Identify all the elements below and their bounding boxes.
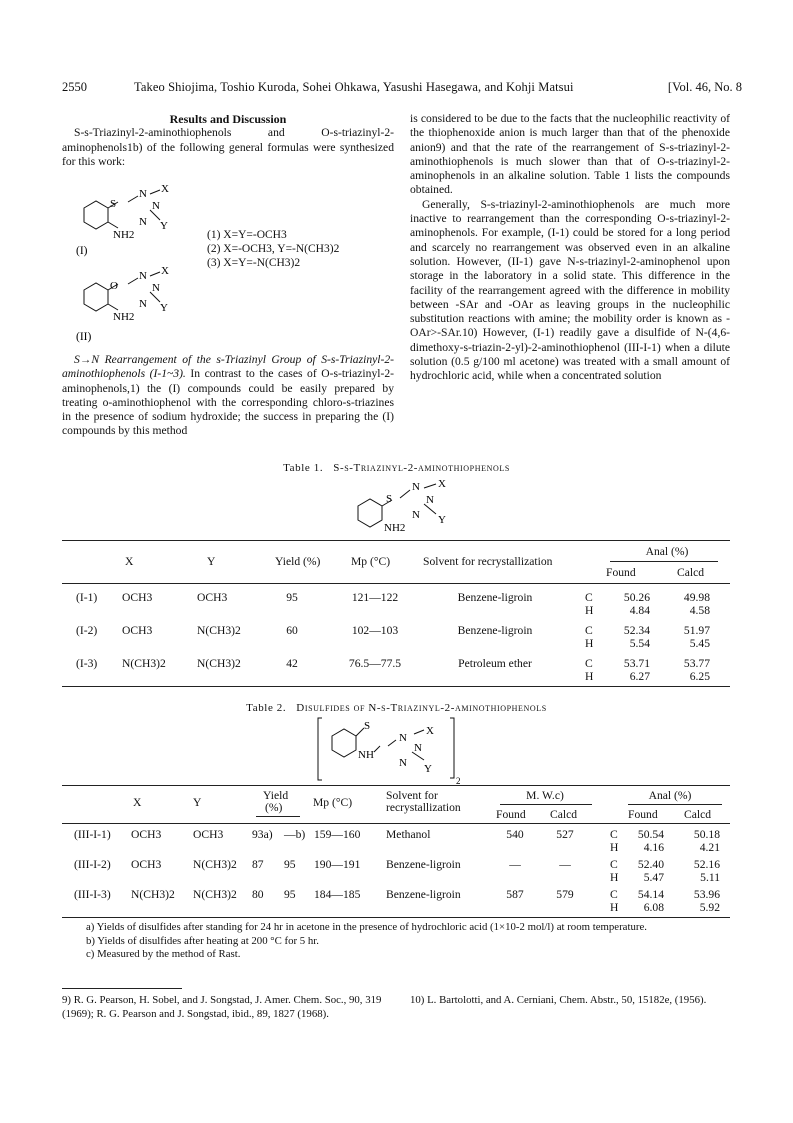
table2-header-yield-unit: (%): [265, 801, 283, 814]
table2-header-mp: Mp (°C): [313, 796, 353, 809]
table2-row-mw-found: 540: [506, 828, 524, 841]
table1-number: Table 1.: [283, 462, 324, 474]
table2-yield-brace: [256, 816, 300, 817]
table2-row-element: C: [610, 858, 618, 871]
table2-row-found: 50.54: [637, 828, 664, 841]
table1-row-yield: 60: [286, 624, 298, 637]
table2-row-mw-found: —: [509, 858, 521, 871]
chem-N: N: [152, 200, 160, 212]
table1-structure: [350, 476, 470, 538]
table2-row-x: N(CH3)2: [131, 888, 175, 901]
table2-row-y: N(CH3)2: [193, 888, 237, 901]
table2-header-yield: Yield: [263, 789, 289, 802]
table2-bottom-rule: [62, 917, 730, 918]
table2-header-mw-calcd: Calcd: [550, 808, 578, 821]
table1-row-id: (I-3): [76, 657, 98, 670]
table1-row-x: N(CH3)2: [122, 657, 166, 670]
chem-subscript: 2: [456, 776, 461, 786]
section-heading: Results and Discussion: [169, 112, 287, 126]
chem-NH2: NH2: [113, 229, 135, 241]
table2-header-anal: Anal (%): [648, 789, 692, 802]
table2-row-mw-calcd: 527: [556, 828, 574, 841]
table1-header-x: X: [125, 555, 134, 568]
chem-N: N: [139, 188, 147, 200]
chem-S: S: [110, 198, 117, 210]
table2-row-element: H: [610, 901, 619, 914]
formula-II-label: (II): [76, 331, 92, 343]
table2-row-y: OCH3: [193, 828, 224, 841]
substituent-option: (2) X=-OCH3, Y=-N(CH3)2: [207, 243, 340, 255]
table1-row-y: N(CH3)2: [197, 624, 241, 637]
table1-row-calcd: 5.45: [689, 637, 710, 650]
chem-S: S: [386, 493, 393, 505]
substituent-option: (3) X=Y=-N(CH3)2: [207, 257, 301, 269]
chem-X: X: [161, 183, 169, 195]
table1-row-found: 50.26: [623, 591, 650, 604]
chem-Y: Y: [424, 763, 432, 775]
table1-header-yield: Yield (%): [275, 555, 321, 568]
table1-row-x: OCH3: [122, 624, 153, 637]
table2-row-found: 4.16: [643, 841, 664, 854]
substituent-option: (1) X=Y=-OCH3: [207, 229, 287, 241]
chem-N: N: [412, 509, 420, 521]
chem-N: N: [152, 282, 160, 294]
left-column-bottom: [62, 353, 394, 439]
table1-top-rule: [62, 540, 730, 541]
table2-row-mw-found: 587: [506, 888, 524, 901]
table2-row-calcd: 4.21: [699, 841, 720, 854]
table2-header-solvent-2: recrystallization: [386, 801, 461, 814]
table2-header-mw: M. W.c): [526, 789, 564, 802]
table2-row-found: 52.40: [637, 858, 664, 871]
table1-row-y: N(CH3)2: [197, 657, 241, 670]
left-column-top: [62, 112, 394, 169]
table1-row-solvent: Benzene-ligroin: [457, 591, 533, 604]
footnote-rule: [62, 988, 182, 989]
table1-row-element: H: [585, 670, 594, 683]
formula-II-structure: [66, 262, 196, 347]
chem-N: N: [426, 494, 434, 506]
table1-anal-brace: [610, 561, 718, 562]
table1-row-calcd: 4.58: [689, 604, 710, 617]
chem-N: N: [399, 732, 407, 744]
table2-note-b: b) Yields of disulfides after heating at 200 °C for 5 hr.: [86, 934, 320, 947]
table1-header-y: Y: [207, 555, 216, 568]
table2-header-solvent: Solvent for: [386, 789, 438, 802]
table2-title: Disulfides of N-s-Triazinyl-2-aminothiophenols: [296, 702, 547, 714]
table1-row-yield: 42: [286, 657, 298, 670]
table2-row-solvent: Benzene-ligroin: [386, 888, 461, 901]
right-paragraph-2: Generally, S-s-triazinyl-2-aminothiophenols are much more inactive to rearrangement than the corresponding O-s-triazinyl-2-aminophenols. For example, (I-1) could be stored for a long period and scarcely no rearrangement was observed even in an alkaline solution. However, (II-1) gave N-s-triazinyl-2-aminophenol upon storage in the laboratory in a solid state. This difference in the facility of the rearrangement agreed with the difference in mobility between -SAr and -OAr as leaving groups in the nucleophilic substitution reactions with amine; the mobility order is known as -OAr>-SAr.10) However, (I-1) readily gave a disulfide of N-(4,6-dimethoxy-s-triazin-2-yl)-2-aminothiophenol (III-I-1) when a dilute solution (0.5 g/100 ml acetone) was treated with a small amount of hydrochloric acid, while when a concentrated solution: [410, 197, 730, 383]
table2-row-id: (III-I-1): [74, 828, 111, 841]
table1-row-id: (I-1): [76, 591, 98, 604]
table2-row-calcd: 5.92: [699, 901, 720, 914]
table2-number: Table 2.: [246, 702, 287, 714]
table1-row-mp: 102—103: [351, 624, 399, 637]
table2-header-rule: [62, 823, 730, 824]
table1-row-mp: 76.5—77.5: [348, 657, 402, 670]
table2-row-calcd: 52.16: [693, 858, 720, 871]
chem-N: N: [412, 481, 420, 493]
chem-X: X: [161, 265, 169, 277]
table2-header-found: Found: [628, 808, 658, 821]
table1-header-solvent: Solvent for recrystallization: [423, 555, 553, 568]
table2-row-yield-a: 87: [252, 858, 264, 871]
table2-row-id: (III-I-2): [74, 858, 111, 871]
table2-header-x: X: [133, 796, 142, 809]
chem-N: N: [139, 298, 147, 310]
rearrangement-paragraph: In contrast to the cases of O-s-triazinyl-2-aminophenols,1) the (I) compounds could be easily prepared by treating o-aminothiophenol with the corresponding chloro-s-triazines in the presence of sodium hydroxide; the success in preparing the (I) compounds by this method: [62, 367, 394, 438]
chem-Y: Y: [438, 514, 446, 526]
table1-row-found: 53.71: [623, 657, 650, 670]
table2-header-y: Y: [193, 796, 202, 809]
table2-row-calcd: 50.18: [693, 828, 720, 841]
chem-Y: Y: [160, 302, 168, 314]
table2-row-calcd: 53.96: [693, 888, 720, 901]
table2-row-mp: 159—160: [314, 828, 361, 841]
chem-S: S: [364, 720, 371, 732]
table2-row-element: H: [610, 841, 619, 854]
table1-row-id: (I-2): [76, 624, 98, 637]
table2-header-calcd: Calcd: [684, 808, 712, 821]
table1-row-calcd: 6.25: [689, 670, 710, 683]
table2-notes: [86, 921, 726, 962]
table1-bottom-rule: [62, 686, 730, 687]
table2-caption: [0, 702, 793, 714]
table1-header-anal: Anal (%): [645, 545, 689, 558]
table1-row-element: C: [585, 591, 593, 604]
table2-anal-brace: [628, 804, 722, 805]
table1-row-found: 5.54: [629, 637, 650, 650]
formula-I-label: (I): [76, 245, 88, 257]
chem-N: N: [399, 757, 407, 769]
table1-header-found: Found: [606, 566, 636, 579]
footnote-9: 9) R. G. Pearson, H. Sobel, and J. Songstad, J. Amer. Chem. Soc., 90, 319 (1969); R. G. Pearson and J. Songstad, ibid., 89, 1827 (1968).: [62, 994, 382, 1020]
table2-row-x: OCH3: [131, 858, 162, 871]
chem-O: O: [110, 280, 118, 292]
right-column: [410, 112, 730, 384]
author-line: Takeo Shiojima, Toshio Kuroda, Sohei Ohkawa, Yasushi Hasegawa, and Kohji Matsui: [134, 80, 574, 94]
table2-row-found: 6.08: [643, 901, 664, 914]
table2-mw-brace: [500, 804, 592, 805]
chem-N: N: [139, 216, 147, 228]
table2-header-mw-found: Found: [496, 808, 526, 821]
table1-header-rule: [62, 583, 730, 584]
table2-row-mp: 190—191: [314, 858, 361, 871]
subsection-title: S→N Rearrangement of the s-Triazinyl Group of S-s-Triazinyl-2-aminothiophenols (I-1~3).: [62, 353, 394, 381]
table2-note-a: a) Yields of disulfides after standing for 24 hr in acetone in the presence of hydrochloric acid (1×10-2 mol/l) at room temperature.: [86, 921, 647, 933]
table1-row-found: 6.27: [629, 670, 650, 683]
table2-row-mw-calcd: 579: [556, 888, 574, 901]
table1-row-calcd: 49.98: [683, 591, 710, 604]
table2-row-element: H: [610, 871, 619, 884]
table1-row-element: C: [585, 657, 593, 670]
formula-I-structure: [66, 180, 196, 260]
table1-row-mp: 121—122: [351, 591, 399, 604]
table1-row-yield: 95: [286, 591, 298, 604]
table1-row-x: OCH3: [122, 591, 153, 604]
table1-header-mp: Mp (°C): [351, 555, 391, 568]
table1-title: S-s-Triazinyl-2-aminothiophenols: [333, 462, 510, 474]
table1-row-element: C: [585, 624, 593, 637]
chem-NH2: NH2: [113, 311, 135, 323]
intro-paragraph: S-s-Triazinyl-2-aminothiophenols and O-s-triazinyl-2-aminophenols1b) of the following general formulas were synthesized for this work:: [62, 126, 394, 168]
table1-row-calcd: 51.97: [683, 624, 710, 637]
table2-structure: [316, 714, 466, 786]
table2-row-calcd: 5.11: [700, 871, 720, 884]
table2-row-yield-b: 95: [284, 888, 296, 901]
table2-top-rule: [62, 785, 730, 786]
table1-row-found: 52.34: [623, 624, 650, 637]
table2-row-solvent: Methanol: [386, 828, 431, 841]
table2-row-mp: 184—185: [314, 888, 361, 901]
chem-NH2: NH2: [384, 522, 406, 534]
substituent-list: [207, 228, 339, 270]
table2-row-yield-b: 95: [284, 858, 296, 871]
chem-N: N: [414, 742, 422, 754]
table2-row-element: C: [610, 828, 618, 841]
table2-row-x: OCH3: [131, 828, 162, 841]
volume-info: [Vol. 46, No. 8: [667, 80, 742, 94]
table1-header-calcd: Calcd: [677, 566, 705, 579]
chem-NH: NH: [358, 749, 374, 761]
chem-X: X: [426, 725, 434, 737]
table1-row-y: OCH3: [197, 591, 228, 604]
table1-row-found: 4.84: [629, 604, 650, 617]
table1-row-calcd: 53.77: [683, 657, 710, 670]
table2-row-y: N(CH3)2: [193, 858, 237, 871]
right-paragraph-1: is considered to be due to the facts that the nucleophilic reactivity of the thiophenoxide anion is much larger than that of the phenoxide anion9) and that the rate of the rearrangement of S-s-triazinyl-2-aminothiophenols is much slower than that of O-s-triazinyl-2-aminophenols in an alkaline solution. Table 1 lists the compounds obtained.: [410, 112, 730, 197]
footnote-10: 10) L. Bartolotti, and A. Cerniani, Chem. Abstr., 50, 15182e, (1956).: [410, 994, 707, 1006]
table1-row-element: H: [585, 637, 594, 650]
table1-row-solvent: Petroleum ether: [458, 657, 532, 670]
table2-row-solvent: Benzene-ligroin: [386, 858, 461, 871]
table2-row-yield-b: —b): [284, 828, 306, 841]
table1-row-element: H: [585, 604, 594, 617]
table2-row-found: 54.14: [637, 888, 664, 901]
table2-row-yield-a: 80: [252, 888, 264, 901]
table2-row-mw-calcd: —: [559, 858, 571, 871]
chem-X: X: [438, 478, 446, 490]
table1-caption: [0, 462, 793, 474]
table2-row-id: (III-I-3): [74, 888, 111, 901]
table2-row-found: 5.47: [643, 871, 664, 884]
chem-N: N: [139, 270, 147, 282]
table2-row-yield-a: 93a): [252, 828, 273, 841]
chem-Y: Y: [160, 220, 168, 232]
table2-note-c: c) Measured by the method of Rast.: [86, 948, 241, 960]
page-number: 2550: [62, 80, 87, 94]
table2-row-element: C: [610, 888, 618, 901]
table1-row-solvent: Benzene-ligroin: [457, 624, 533, 637]
